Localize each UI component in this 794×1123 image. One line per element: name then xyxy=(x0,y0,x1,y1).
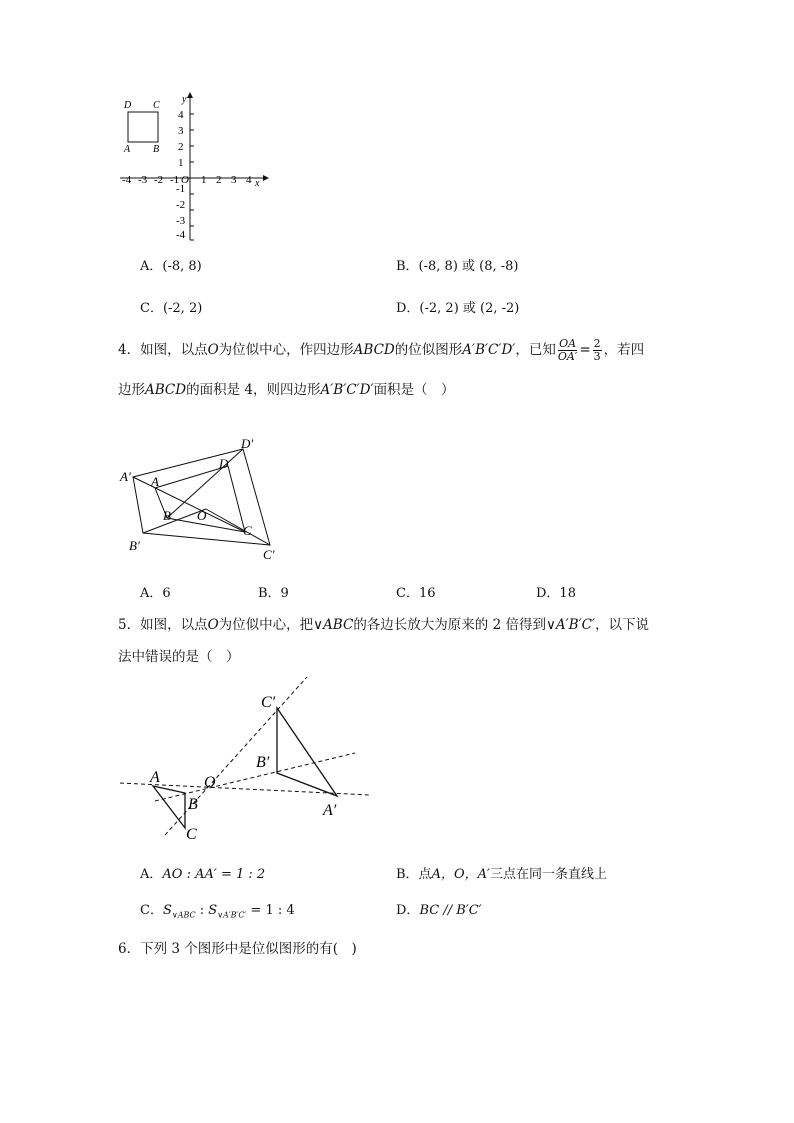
q5-question-line2: 法中错误的是（ ） xyxy=(118,649,240,665)
q3-option-c[interactable]: C．(-2, 2) xyxy=(140,301,203,316)
q5-option-a[interactable]: A．AO : AA′ = 1 : 2 xyxy=(140,867,266,882)
q4-option-c[interactable]: C．16 xyxy=(396,586,436,601)
label-a: A xyxy=(150,769,160,786)
q4-option-a[interactable]: A．6 xyxy=(140,586,171,601)
q4-question-line2: 边形ABCD的面积是 4，则四边形A′B′C′D′面积是（ ） xyxy=(118,382,455,398)
y-axis-arrow xyxy=(187,92,193,98)
q5-figure xyxy=(115,675,375,845)
label-o: O xyxy=(197,508,207,523)
label-a-prime: A′ xyxy=(120,469,131,484)
label-a-prime: A′ xyxy=(323,802,337,819)
x-tick-neg2: -2 xyxy=(154,174,164,186)
label-b: B xyxy=(163,508,171,523)
q3-coordinate-graph xyxy=(115,90,275,245)
y-tick-neg4: -4 xyxy=(176,229,186,241)
q4-figure xyxy=(115,435,290,565)
x-tick-1: 1 xyxy=(201,174,207,186)
q3-option-b[interactable]: B．(-8, 8) 或 (8, -8) xyxy=(396,259,519,274)
y-tick-neg3: -3 xyxy=(176,215,186,227)
y-axis-label: y xyxy=(182,94,187,105)
x-tick-2: 2 xyxy=(216,174,222,186)
label-o: O xyxy=(204,774,216,791)
x-tick-neg4: -4 xyxy=(122,174,132,186)
x-tick-3: 3 xyxy=(231,174,237,186)
x-tick-4: 4 xyxy=(246,174,252,186)
triangle-a-b-c-prime xyxy=(277,708,337,796)
label-c: C xyxy=(243,523,252,538)
q6-question: 6．下列 3 个图形中是位似图形的有( ) xyxy=(118,941,357,957)
q3-option-d[interactable]: D．(-2, 2) 或 (2, -2) xyxy=(396,301,520,316)
label-c: C xyxy=(186,826,197,843)
label-b: B xyxy=(153,144,160,155)
label-b-prime: B′ xyxy=(256,754,270,771)
value-fraction: $\frac{2}{3}$ xyxy=(593,337,601,363)
x-tick-neg3: -3 xyxy=(138,174,148,186)
q4-option-d[interactable]: D．18 xyxy=(536,586,576,601)
label-b-prime: B′ xyxy=(129,538,140,553)
origin-label: O xyxy=(181,174,189,186)
x-tick-neg1: -1 xyxy=(170,174,180,186)
q3-option-a[interactable]: A．(-8, 8) xyxy=(140,259,202,274)
label-d-prime: D′ xyxy=(241,436,254,451)
q5-option-c[interactable]: C．$S_{\vee ABC}$ : $S_{\vee A'B'C'} = 1$ : 4 xyxy=(140,903,295,920)
y-tick-4: 4 xyxy=(178,109,184,121)
ratio-fraction: $\frac{OA}{OA'}$ xyxy=(557,337,578,363)
label-b: B xyxy=(188,796,198,813)
label-a: A xyxy=(124,144,131,155)
y-tick-neg2: -2 xyxy=(176,199,186,211)
label-d: D xyxy=(219,456,229,471)
square-abcd xyxy=(128,112,158,142)
q5-question-line1: 5．如图，以点O为位似中心，把∨ABC的各边长放大为原来的 2 倍得到∨A′B′C′，以下说 xyxy=(118,617,650,633)
y-tick-neg1: -1 xyxy=(176,183,186,195)
q5-option-b[interactable]: B．点A，O，A′三点在同一条直线上 xyxy=(396,867,607,882)
label-a: A xyxy=(151,474,159,489)
q5-option-d[interactable]: D．BC // B′C′ xyxy=(396,903,482,918)
x-axis-arrow xyxy=(263,175,269,181)
dashed-line-cc xyxy=(165,677,307,835)
label-c-prime: C′ xyxy=(261,694,276,711)
label-c: C xyxy=(153,100,160,111)
label-d: D xyxy=(124,100,132,111)
q4-question-line1: 4．如图，以点O为位似中心，作四边形ABCD的位似图形A′B′C′D′，已知 $\frac{OA}{OA'}$ = $\frac{2}{3}$ ，若四 xyxy=(118,337,645,363)
y-tick-2: 2 xyxy=(178,141,184,153)
y-tick-1: 1 xyxy=(178,157,184,169)
triangle-abc xyxy=(153,786,185,828)
label-c-prime: C′ xyxy=(263,547,275,562)
x-axis-label: x xyxy=(255,178,260,189)
y-tick-3: 3 xyxy=(178,125,184,137)
q4-option-b[interactable]: B．9 xyxy=(258,586,289,601)
